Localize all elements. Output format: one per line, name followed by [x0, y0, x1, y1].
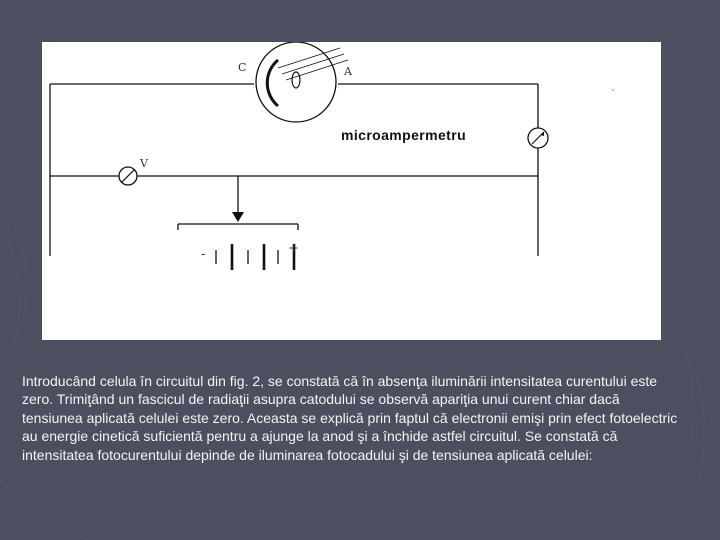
- battery: [216, 244, 294, 270]
- circuit-diagram: [42, 42, 661, 340]
- anode-label: A: [344, 65, 352, 78]
- voltmeter-label: V: [140, 157, 148, 170]
- microammeter: [528, 128, 548, 148]
- voltmeter: [119, 167, 137, 185]
- battery-plus-label: +: [288, 241, 299, 256]
- photocell: [256, 42, 348, 122]
- cathode-label: C: [238, 61, 247, 74]
- slider-arrow: [232, 212, 244, 222]
- caption-paragraph: Introducând celula în circuitul din fig. 2, se constată că în absenţa iluminării intensitatea curentului este zero. Trimiţând un fascicul de radiaţii asupra catodului se observă apariţia unui curent chiar dacă tensiunea aplicată celulei este zero. Aceasta se explică prin faptul că electronii emişi prin efect fotoelectric au energie cinetică suficientă pentru a ajunge la anod şi a închide astfel circuitul. Se constată că intensitatea fotocurentului depinde de iluminarea fotocadului şi de tensiunea aplicată celulei:: [22, 373, 678, 463]
- circuit-figure: [42, 42, 661, 340]
- microammeter-label: microampermetru: [341, 127, 467, 143]
- battery-minus-label: -: [201, 247, 206, 262]
